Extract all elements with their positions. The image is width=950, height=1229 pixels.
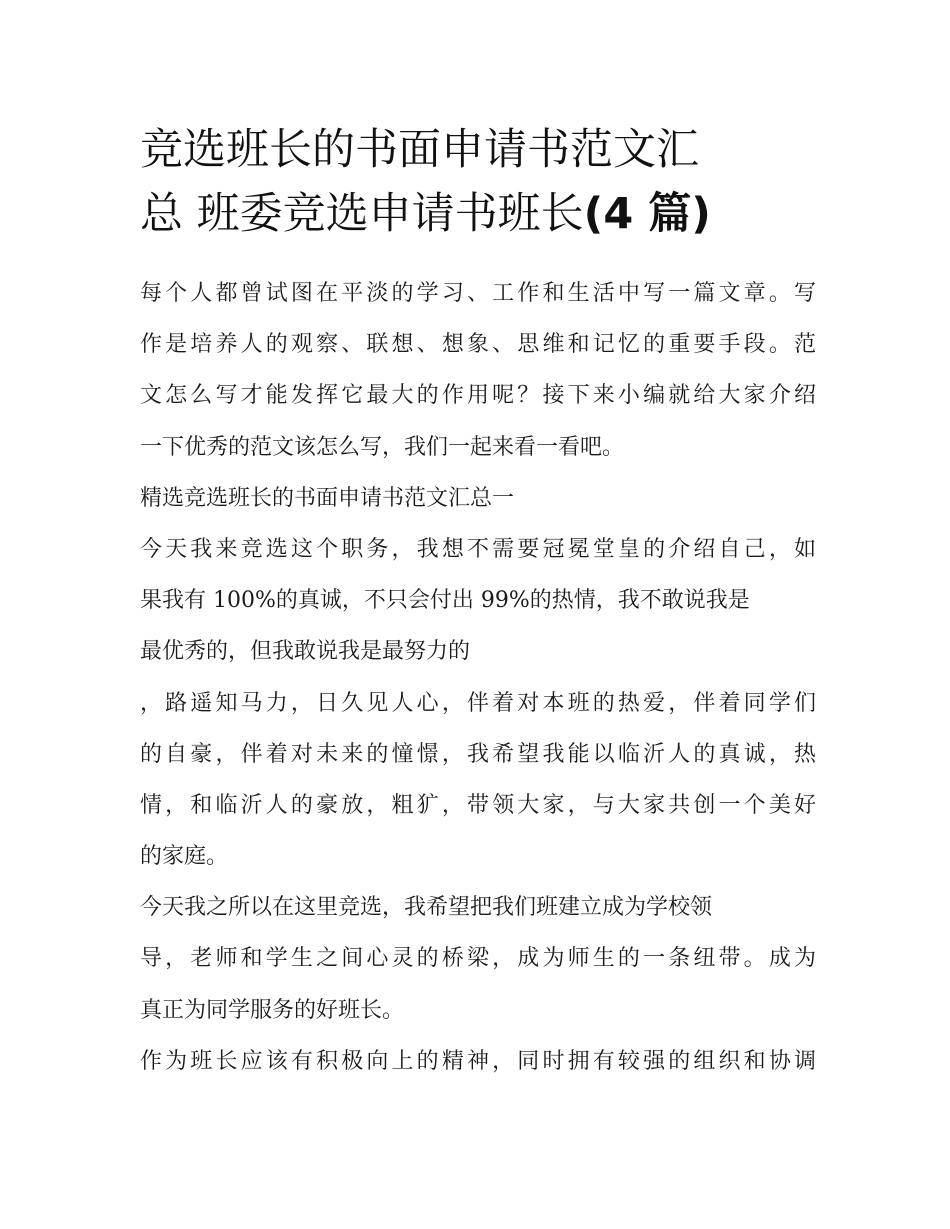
body-line: 每个人都曾试图在平淡的学习、工作和生活中写一篇文章。写 (140, 281, 816, 306)
title-line-2-text: 总 班委竞选申请书班长 (140, 189, 584, 239)
body-line: 真正为同学服务的好班长。 (140, 997, 405, 1023)
body-line: 作是培养人的观察、联想、想象、思维和记忆的重要手段。范 (140, 332, 816, 358)
document-body (140, 268, 816, 1087)
body-line: 果我有 100%的真诚，不只会付出 99%的热情，我不敢说我是 (140, 588, 750, 614)
body-line: 的家庭。 (140, 844, 229, 870)
body-line: 文怎么写才能发挥它最大的作用呢？接下来小编就给大家介绍 (140, 383, 816, 409)
body-line: 导，老师和学生之间心灵的桥梁，成为师生的一条纽带。成为 (140, 946, 816, 972)
section-heading: 精选竞选班长的书面申请书范文汇总一 (140, 485, 515, 511)
body-line: ，路遥知马力，日久见人心，伴着对本班的热爱，伴着同学们 (140, 690, 816, 716)
body-line: 情，和临沂人的豪放，粗犷，带领大家，与大家共创一个美好 (140, 792, 816, 818)
document-title (140, 118, 816, 246)
body-line: 的自豪，伴着对未来的憧憬，我希望我能以临沂人的真诚，热 (140, 741, 816, 767)
body-line: 最优秀的，但我敢说我是最努力的 (140, 639, 471, 665)
document-content (140, 118, 816, 1087)
body-line: 一下优秀的范文该怎么写，我们一起来看一看吧。 (140, 434, 625, 460)
title-line-1: 竞选班长的书面申请书范文汇 (140, 125, 699, 175)
body-line: 作为班长应该有积极向上的精神，同时拥有较强的组织和协调 (140, 1048, 816, 1074)
title-line-2 (140, 182, 816, 246)
title-line-2-count: (4 篇) (583, 189, 711, 239)
body-line: 今天我来竞选这个职务，我想不需要冠冕堂皇的介绍自己，如 (140, 536, 816, 562)
body-line: 今天我之所以在这里竞选，我希望把我们班建立成为学校领 (140, 895, 713, 921)
